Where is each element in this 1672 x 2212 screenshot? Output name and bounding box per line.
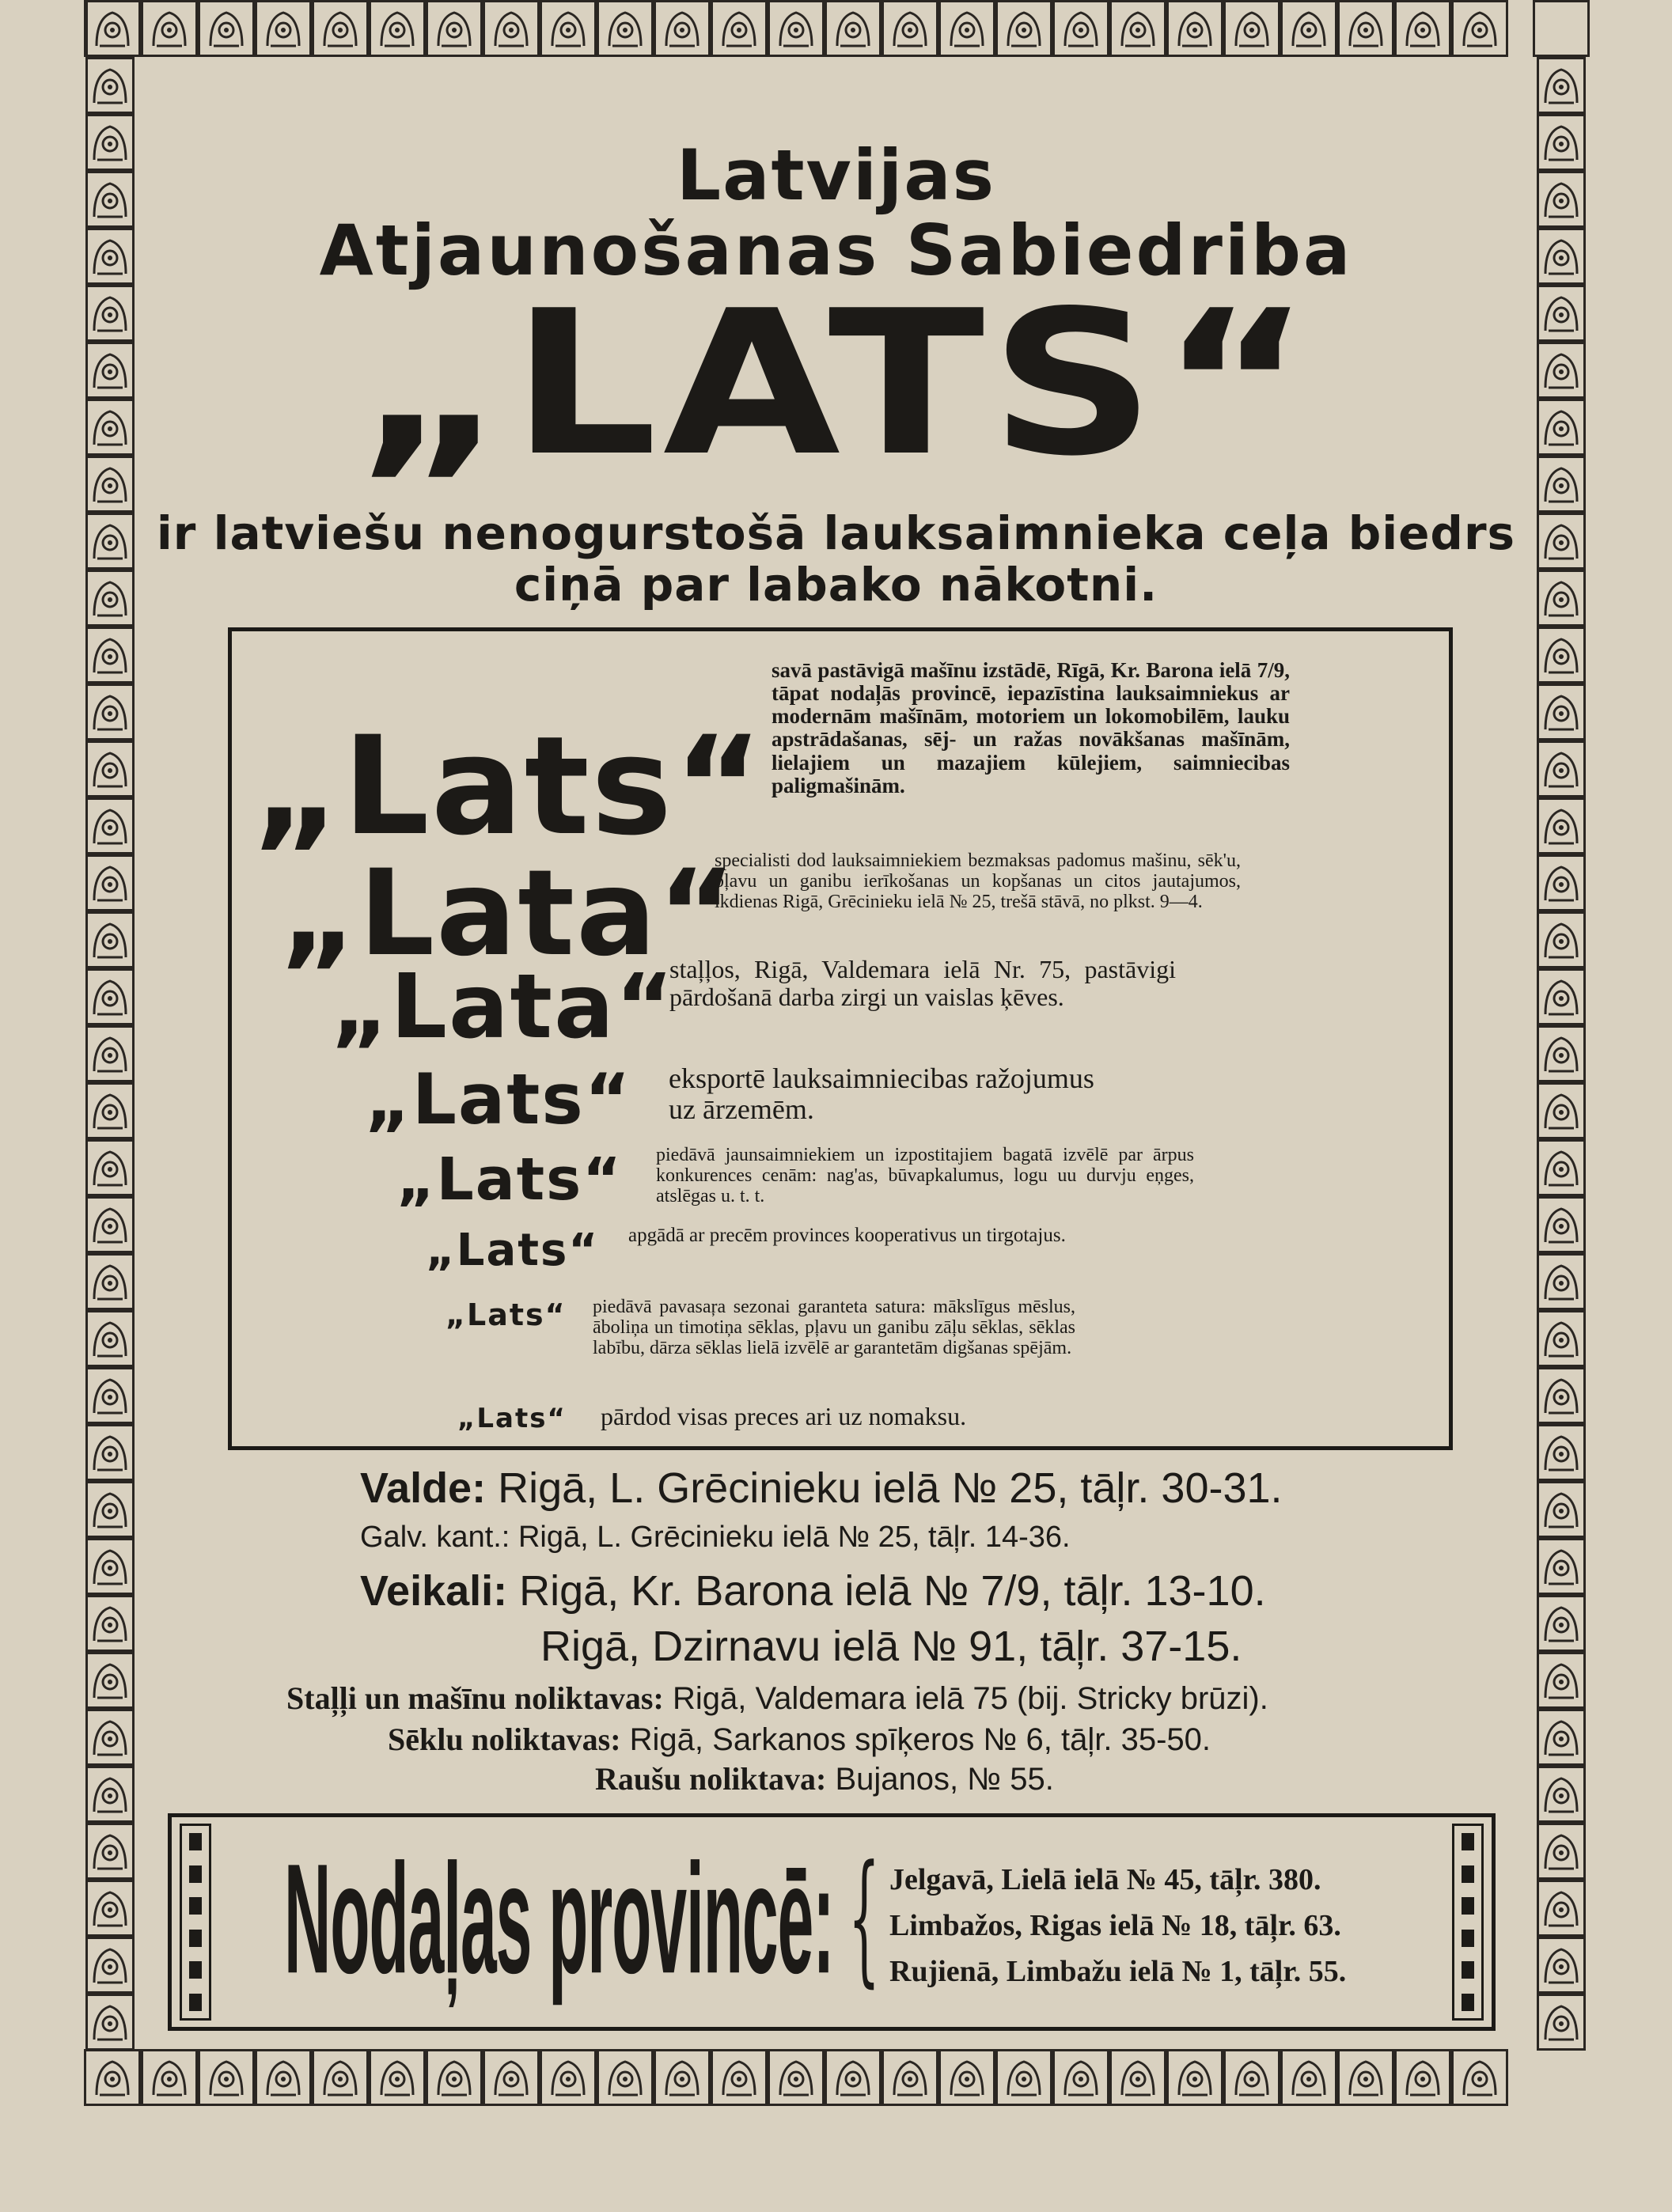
ornament-tile-icon — [1537, 1310, 1586, 1367]
ornament-tile-icon — [85, 1880, 135, 1937]
service-brand: „Lats“ — [252, 706, 765, 865]
curly-brace-icon: { — [848, 1835, 881, 2001]
address-veikali — [360, 1566, 1266, 1615]
service-item — [457, 1403, 1154, 1434]
ornament-tile-icon — [995, 2049, 1052, 2106]
ornament-tile-icon — [1537, 1766, 1586, 1823]
corner-ornament-top-left — [85, 0, 142, 57]
ornament-tile-icon — [1052, 0, 1109, 57]
ornament-tile-icon — [654, 0, 711, 57]
address-text: Bujanos, № 55. — [835, 1762, 1054, 1797]
branches-box — [168, 1813, 1496, 2031]
address-label: Sēklu noliktavas: — [388, 1721, 621, 1757]
ornament-tile-icon — [85, 968, 135, 1025]
ornament-tile-icon — [1223, 0, 1280, 57]
ornament-tile-icon — [1337, 2049, 1394, 2106]
ornament-tile-icon — [1537, 1196, 1586, 1253]
ornament-tile-icon — [1537, 968, 1586, 1025]
ornament-tile-icon — [426, 2049, 483, 2106]
ornament-tile-icon — [85, 1937, 135, 1994]
brand-title: „LATS“ — [354, 268, 1318, 500]
film-strip-left-decoration — [180, 1824, 211, 2021]
ornament-tile-icon — [1537, 1709, 1586, 1766]
service-text: specialisti dod lauksaimniekiem bezmaksas padomus mašinu, sēk'u, pļavu un ganibu ierīkošanas un kopšanas un citos jautajumos, ikdienas Rigā, Grēcinieku ielā № 25, trešā stāvā, no plkst. 9—4. — [715, 850, 1241, 912]
ornament-tile-icon — [1537, 854, 1586, 911]
ornament-tile-icon — [1537, 1481, 1586, 1538]
service-brand: „Lats“ — [457, 1403, 567, 1434]
ornament-tile-icon — [85, 1310, 135, 1367]
ornament-tile-icon — [1537, 1538, 1586, 1595]
ornament-tile-icon — [369, 2049, 426, 2106]
ornament-tile-icon — [1537, 1424, 1586, 1481]
address-text: Rigā, L. Grēcinieku ielā № 25, tāļr. 30-31. — [498, 1464, 1283, 1512]
address-text: Rigā, L. Grēcinieku ielā № 25, tāļr. 14-36. — [518, 1521, 1071, 1554]
branch-item: Jelgavā, Lielā ielā № 45, tāļr. 380. — [889, 1863, 1321, 1896]
film-strip-right-decoration — [1452, 1824, 1484, 2021]
ornament-tile-icon — [1537, 1082, 1586, 1139]
ornament-tile-icon — [85, 1196, 135, 1253]
address-seklu — [388, 1721, 1211, 1758]
ornament-tile-icon — [85, 1709, 135, 1766]
ornament-tile-icon — [85, 1025, 135, 1082]
ornament-tile-icon — [1451, 0, 1508, 57]
ornament-tile-icon — [312, 0, 369, 57]
ornament-tile-icon — [1537, 1367, 1586, 1424]
branch-item: Rujienā, Limbažu ielā № 1, tāļr. 55. — [889, 1955, 1347, 1988]
ornament-tile-icon — [1537, 911, 1586, 968]
ornament-tile-icon — [1337, 0, 1394, 57]
heading-line2: Atjaunošanas Sabiedriba — [319, 210, 1353, 291]
ornament-tile-icon — [597, 2049, 654, 2106]
service-text: eksportē lauksaimniecibas ražojumus uz ārzemēm. — [669, 1062, 1094, 1125]
ornament-tile-icon — [1280, 0, 1337, 57]
branches-list — [889, 1857, 1346, 1994]
ornament-tile-icon — [654, 2049, 711, 2106]
ornament-tile-icon — [85, 1994, 135, 2051]
ornament-tile-icon — [768, 0, 825, 57]
address-text: Rigā, Valdemara ielā 75 (bij. Stricky brūzi). — [672, 1681, 1268, 1716]
ornament-tile-icon — [881, 0, 938, 57]
corner-ornament-top-right — [1533, 0, 1590, 57]
ornament-tile-icon — [1537, 1937, 1586, 1994]
ornament-tile-icon — [85, 911, 135, 968]
ornament-tile-icon — [85, 1766, 135, 1823]
ornament-tile-icon — [85, 1424, 135, 1481]
ornament-tile-icon — [540, 2049, 597, 2106]
branches-title: Nodaļas provincē: — [284, 1831, 834, 2006]
service-brand: „Lata“ — [279, 845, 737, 983]
branch-item: Limbažos, Rigas ielā № 18, tāļr. 63. — [889, 1909, 1341, 1942]
address-valde — [360, 1464, 1283, 1513]
address-text: Rigā, Sarkanos spīķeros № 6, tāļr. 35-50. — [629, 1722, 1211, 1757]
service-text: savā pastāvigā mašīnu izstādē, Rīgā, Kr. Barona ielā 7/9, tāpat nodaļās provincē, iepazīstina lauksaimniekus ar modernām mašīnām, motoriem un lokomobilēm, lauku apstrādašanas, sēj- un ražas novākšanas mašīnām, lielajiem un mazajiem kūlejiem, saimniecibas paligmašinām. — [772, 658, 1290, 797]
ornament-tile-icon — [1537, 1823, 1586, 1880]
service-text: apgādā ar precēm provinces kooperativus un tirgotajus. — [628, 1225, 1066, 1246]
address-label: Galv. kant.: — [360, 1521, 510, 1554]
service-brand: „Lats“ — [396, 1146, 623, 1214]
ornament-tile-icon — [85, 797, 135, 854]
ornament-tile-icon — [825, 0, 881, 57]
ornament-tile-icon — [85, 1139, 135, 1196]
service-brand: „Lats“ — [426, 1225, 600, 1276]
ornament-tile-icon — [711, 0, 768, 57]
ornament-tile-icon — [1109, 2049, 1166, 2106]
ornament-tile-icon — [1537, 1994, 1586, 2051]
ornament-tile-icon — [85, 1823, 135, 1880]
heading-line1: Latvijas — [677, 134, 995, 216]
ornament-tile-icon — [938, 0, 995, 57]
ornament-tile-icon — [597, 0, 654, 57]
ornament-tile-icon — [1394, 2049, 1451, 2106]
ornament-tile-icon — [1166, 0, 1223, 57]
ornament-tile-icon — [1052, 2049, 1109, 2106]
ornament-tile-icon — [85, 1481, 135, 1538]
address-galv-kant — [360, 1521, 1071, 1555]
address-rausu — [595, 1760, 1054, 1797]
ornament-tile-icon — [1537, 1880, 1586, 1937]
services-box — [228, 627, 1453, 1450]
ornament-tile-icon — [1537, 797, 1586, 854]
ornament-tile-icon — [85, 1367, 135, 1424]
tagline-line2: ciņā par labako nākotni. — [514, 558, 1158, 612]
address-label: Veikali: — [360, 1567, 508, 1615]
ornament-tile-icon — [198, 0, 255, 57]
ornament-tile-icon — [768, 2049, 825, 2106]
ornament-tile-icon — [483, 0, 540, 57]
service-brand: „Lata“ — [331, 956, 676, 1059]
ornament-tile-icon — [426, 0, 483, 57]
ornament-tile-icon — [881, 2049, 938, 2106]
address-veikali-2 — [540, 1622, 1242, 1671]
ornament-tile-icon — [483, 2049, 540, 2106]
service-item — [252, 659, 1290, 865]
ornament-tile-icon — [255, 2049, 312, 2106]
ornament-tile-icon — [1537, 684, 1586, 740]
ornament-tile-icon — [1280, 2049, 1337, 2106]
service-item — [426, 1225, 1119, 1276]
ornament-tile-icon — [1166, 2049, 1223, 2106]
service-item — [445, 1297, 1075, 1359]
ornament-tile-icon — [85, 627, 135, 684]
address-stalli — [286, 1680, 1268, 1717]
service-text: piedāvā pavasaŗa sezonai garanteta satura: mākslīgus mēslus, āboliņa un timotiņa sēklas, pļavu un ganibu zāļu sēklas, sēklas labību, dārza sēklas lielā izvēlē ar garantetām digšanas spējām. — [593, 1297, 1075, 1358]
ornament-tile-icon — [1537, 740, 1586, 797]
ornament-tile-icon — [1537, 1025, 1586, 1082]
ornament-tile-icon — [825, 2049, 881, 2106]
ornament-tile-icon — [85, 684, 135, 740]
ornament-tile-icon — [255, 0, 312, 57]
ornament-tile-icon — [369, 0, 426, 57]
service-brand: „Lats“ — [365, 1059, 632, 1140]
ornament-tile-icon — [1537, 57, 1586, 114]
ornament-tile-icon — [1223, 2049, 1280, 2106]
ornament-tile-icon — [1537, 1139, 1586, 1196]
ornament-tile-icon — [1537, 1595, 1586, 1652]
ornament-tile-icon — [540, 0, 597, 57]
tagline-line1: ir latviešu nenogurstošā lauksaimnieka ceļa biedrs — [156, 506, 1516, 560]
address-label: Raušu noliktava: — [595, 1761, 827, 1797]
service-brand: „Lats“ — [445, 1297, 567, 1332]
address-text: Rigā, Kr. Barona ielā № 7/9, tāļr. 13-10. — [519, 1567, 1266, 1615]
ornament-tile-icon — [85, 740, 135, 797]
ornament-tile-icon — [85, 1595, 135, 1652]
service-item — [365, 1059, 1112, 1140]
address-label: Staļļi un mašīnu noliktavas: — [286, 1680, 664, 1716]
address-label: Valde: — [360, 1464, 487, 1512]
service-text: piedāvā jaunsaimniekiem un izpostitajiem bagatā izvēlē par ārpus konkurences cenām: nag'as, būvapkalumus, logu uu durvju eņges, atslēgas u. t. t. — [656, 1145, 1194, 1206]
ornament-tile-icon — [1109, 0, 1166, 57]
ornament-tile-icon — [1537, 627, 1586, 684]
ornament-tile-icon — [85, 57, 135, 114]
ornament-tile-icon — [85, 854, 135, 911]
ornament-tile-icon — [198, 2049, 255, 2106]
service-text: pārdod visas preces ari uz nomaksu. — [601, 1402, 967, 1430]
ornament-tile-icon — [995, 0, 1052, 57]
ornament-tile-icon — [1537, 1253, 1586, 1310]
ornament-tile-icon — [141, 2049, 198, 2106]
ornament-tile-icon — [141, 0, 198, 57]
ornament-tile-icon — [312, 2049, 369, 2106]
ornament-tile-icon — [1537, 1652, 1586, 1709]
ornamental-border-bottom — [84, 2049, 1508, 2106]
service-item — [396, 1146, 1194, 1214]
ornament-tile-icon — [84, 2049, 141, 2106]
ornament-tile-icon — [711, 2049, 768, 2106]
ornament-tile-icon — [85, 1652, 135, 1709]
ornament-tile-icon — [85, 1538, 135, 1595]
ornament-tile-icon — [85, 1082, 135, 1139]
ornamental-border-top — [84, 0, 1508, 57]
ornament-tile-icon — [1394, 0, 1451, 57]
ornament-tile-icon — [85, 1253, 135, 1310]
service-item — [331, 956, 1176, 1059]
service-text: staļļos, Rigā, Valdemara ielā Nr. 75, pastāvigi pārdošanā darba zirgi un vaislas ķēves. — [669, 955, 1176, 1011]
address-text: Rigā, Dzirnavu ielā № 91, tāļr. 37-15. — [540, 1623, 1242, 1670]
ornament-tile-icon — [1451, 2049, 1508, 2106]
ornament-tile-icon — [938, 2049, 995, 2106]
